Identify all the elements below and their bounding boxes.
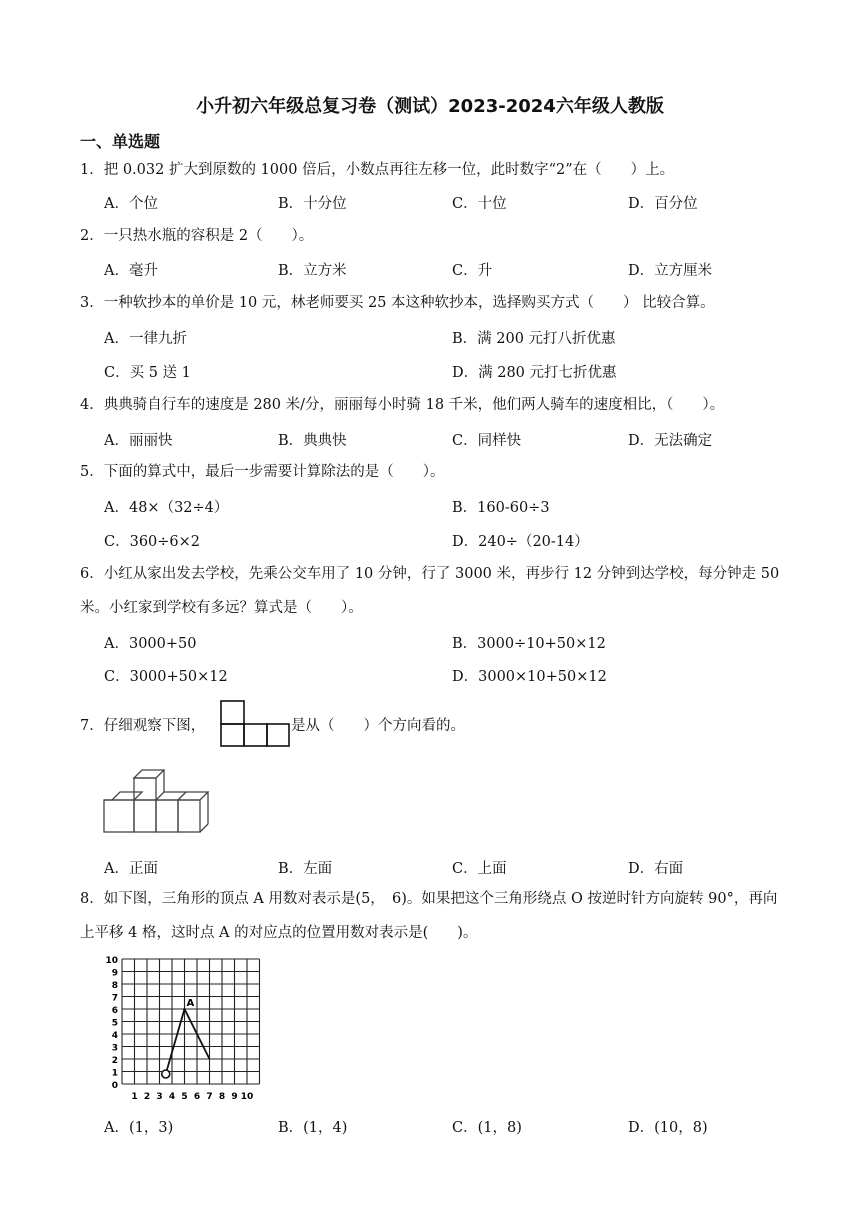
coordinate-grid-figure [100, 952, 274, 1104]
grid-y-tick-label: 9 [111, 968, 118, 979]
grid-x-tick-label: 2 [143, 1092, 151, 1102]
grid-y-tick-label: 10 [105, 956, 118, 966]
grid-y-tick-label: 6 [111, 1006, 118, 1016]
question-6: 6．小红从家出发去学校，先乘公交车用了 10 分钟，行了 3000 米，再步行 12 分钟到达学校，每分钟走 50 米。小红家到学校有多远？算式是（ ）。 [80, 566, 780, 616]
q2-option-d[interactable]: D．立方厘米 [628, 263, 713, 279]
grid-y-tick-label: 5 [111, 1018, 118, 1029]
page-title: 小升初六年级总复习卷（测试）2023-2024六年级人教版 [196, 96, 664, 117]
view-shape-figure [218, 699, 292, 749]
grid-x-tick-label: 4 [168, 1092, 176, 1102]
q6-option-d[interactable]: D．3000×10+50×12 [452, 669, 607, 685]
q1-option-d[interactable]: D．百分位 [628, 196, 698, 212]
grid-y-tick-label: 8 [111, 981, 118, 991]
q2-option-b[interactable]: B．立方米 [278, 263, 347, 279]
question-2: 2．一只热水瓶的容积是 2（ ）。 [80, 228, 314, 244]
q5-option-b[interactable]: B．160-60÷3 [452, 500, 550, 516]
grid-x-tick-label: 7 [206, 1092, 213, 1102]
question-8: 8．如下图，三角形的顶点 A 用数对表示是(5， 6)。如果把这个三角形绕点 O 按逆时针方向旋转 90°，再向上平移 4 格，这时点 A 的对应点的位置用数对表示是( )。 [80, 891, 778, 941]
q4-option-b[interactable]: B．典典快 [278, 433, 347, 449]
q1-option-a[interactable]: A．个位 [104, 196, 158, 212]
grid-x-tick-label: 1 [131, 1092, 138, 1102]
q8-option-b[interactable]: B．(1，4) [278, 1120, 348, 1136]
q1-option-b[interactable]: B．十分位 [278, 196, 347, 212]
grid-y-tick-label: 4 [111, 1031, 118, 1041]
q7-option-b[interactable]: B．左面 [278, 861, 333, 877]
section-heading: 一、单选题 [80, 132, 161, 151]
q3-option-a[interactable]: A．一律九折 [104, 331, 187, 347]
q4-option-c[interactable]: C．同样快 [452, 433, 522, 449]
q6-option-a[interactable]: A．3000+50 [104, 636, 197, 652]
question-7-suffix: 是从（ ）个方向看的。 [291, 718, 465, 734]
grid-y-tick-label: 3 [111, 1043, 118, 1054]
q8-option-a[interactable]: A．(1，3) [104, 1120, 174, 1136]
question-4: 4．典典骑自行车的速度是 280 米/分，丽丽每小时骑 18 千米，他们两人骑车的速度相比，（ ）。 [80, 397, 725, 413]
question-3: 3．一种软抄本的单价是 10 元，林老师要买 25 本这种软抄本，选择购买方式（ ） 比较合算。 [80, 295, 715, 311]
point-o-marker [162, 1070, 170, 1078]
grid-y-tick-label: 2 [111, 1056, 118, 1066]
grid-y-tick-label: 0 [111, 1081, 118, 1091]
q3-option-b[interactable]: B．满 200 元打八折优惠 [452, 331, 616, 347]
grid-x-tick-label: 3 [156, 1092, 163, 1102]
grid-background [100, 952, 274, 1104]
q8-option-d[interactable]: D．(10，8) [628, 1120, 708, 1136]
grid-x-tick-label: 8 [218, 1092, 226, 1102]
grid-x-tick-label: 10 [240, 1092, 254, 1102]
grid-y-tick-label: 7 [111, 993, 118, 1004]
q3-option-d[interactable]: D．满 280 元打七折优惠 [452, 365, 617, 381]
grid-y-tick-label: 1 [111, 1068, 118, 1079]
q7-option-a[interactable]: A．正面 [104, 861, 158, 877]
grid-x-tick-label: 9 [231, 1092, 238, 1102]
q2-option-c[interactable]: C．升 [452, 263, 493, 279]
question-5: 5．下面的算式中，最后一步需要计算除法的是（ ）。 [80, 464, 445, 480]
q1-option-c[interactable]: C．十位 [452, 196, 507, 212]
question-7-prefix: 7．仔细观察下图， [80, 718, 206, 734]
cube-stack-figure [100, 766, 212, 838]
q3-option-c[interactable]: C．买 5 送 1 [104, 365, 191, 381]
q5-option-c[interactable]: C．360÷6×2 [104, 534, 201, 550]
q8-option-c[interactable]: C．(1，8) [452, 1120, 522, 1136]
q4-option-d[interactable]: D．无法确定 [628, 433, 713, 449]
question-1: 1．把 0.032 扩大到原数的 1000 倍后，小数点再往左移一位，此时数字“2”在（ ）上。 [80, 162, 675, 178]
q6-option-b[interactable]: B．3000÷10+50×12 [452, 636, 606, 652]
q5-option-a[interactable]: A．48×（32÷4） [104, 500, 229, 516]
q7-option-c[interactable]: C．上面 [452, 861, 507, 877]
grid-x-tick-label: 6 [193, 1092, 201, 1102]
point-a-label: A [186, 998, 195, 1009]
q4-option-a[interactable]: A．丽丽快 [104, 433, 173, 449]
grid-x-tick-label: 5 [181, 1092, 188, 1102]
q5-option-d[interactable]: D．240÷（20-14） [452, 534, 589, 550]
q7-option-d[interactable]: D．右面 [628, 861, 684, 877]
q6-option-c[interactable]: C．3000+50×12 [104, 669, 228, 685]
q2-option-a[interactable]: A．毫升 [104, 263, 158, 279]
